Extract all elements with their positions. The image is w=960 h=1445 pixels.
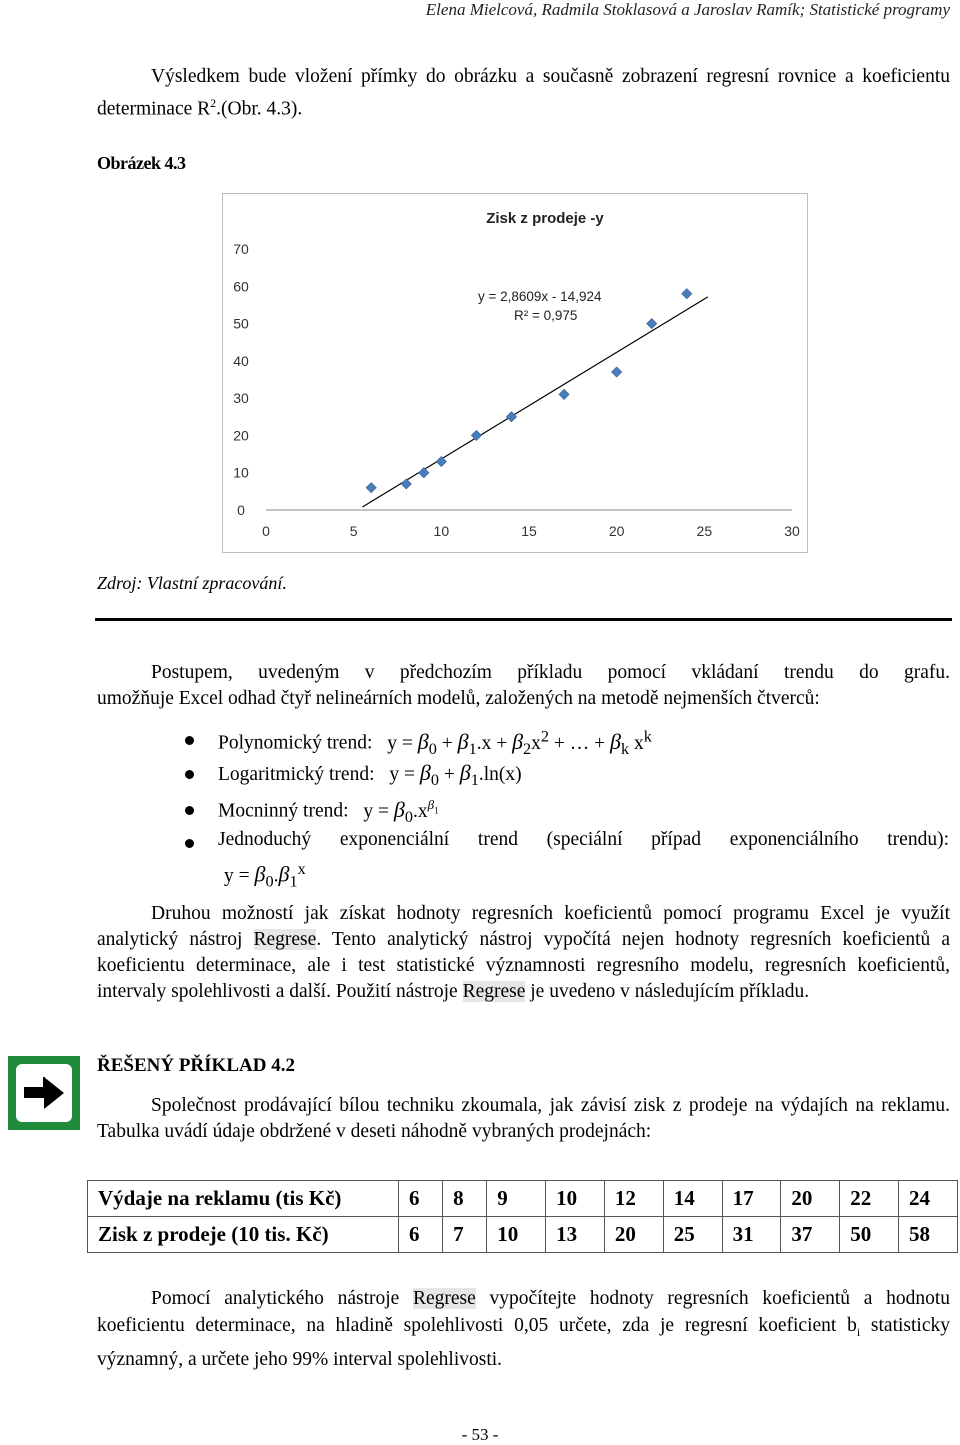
figure-source: Zdroj: Vlastní zpracování.	[97, 573, 287, 593]
power-trend-label: Mocninný trend:	[218, 800, 349, 822]
table-cell: 13	[546, 1217, 605, 1253]
x-tick-label: 20	[608, 523, 625, 539]
chart-title: Zisk z prodeje -y	[486, 210, 604, 227]
table-cell: 14	[663, 1181, 722, 1217]
row-label-profit: Zisk z prodeje (10 tis. Kč)	[88, 1217, 399, 1253]
polynomial-formula: $y = \beta_0 + \beta_1.x + \beta_2x^2$ + … + $\beta_k$ $x^k$	[387, 727, 652, 758]
y-tick-label: 50	[233, 315, 249, 332]
trend-intro-paragraph	[97, 660, 950, 712]
table-cell: 20	[781, 1181, 840, 1217]
regression-equation: y = 2,8609x - 14,924	[478, 289, 602, 304]
figure-caption: Obrázek 4.3	[97, 153, 186, 173]
right-arrow-icon	[16, 1064, 72, 1122]
regression-chart	[222, 193, 808, 553]
task-text-1: Pomocí analytického nástroje	[151, 1288, 413, 1309]
x-tick-label: 0	[262, 523, 270, 539]
intro-sup: 2	[210, 96, 217, 110]
example-arrow-icon	[8, 1056, 80, 1130]
table-cell: 9	[487, 1181, 546, 1217]
y-tick-label: 70	[233, 241, 249, 257]
trend-intro-line-2: umožňuje Excel odhad čtyř nelineárních modelů, založených na metodě nejmenších čtverců:	[97, 688, 820, 709]
table-cell: 58	[899, 1217, 958, 1253]
x-tick-label: 10	[433, 523, 450, 539]
table-cell: 22	[840, 1181, 899, 1217]
polynomial-trend-label: Polynomický trend:	[218, 732, 373, 754]
bullet-dot	[185, 839, 194, 848]
regrese-highlight-2: Regrese	[462, 981, 526, 1002]
task-regrese-highlight: Regrese	[413, 1288, 476, 1309]
table-cell: 20	[604, 1217, 663, 1253]
page-number: - 53 -	[461, 1425, 499, 1444]
regrese-highlight-1: Regrese	[253, 929, 317, 950]
power-formula: $y = \beta_0.x^{\beta_1}$	[363, 796, 439, 826]
intro-paragraph	[97, 64, 950, 123]
logarithmic-trend-item	[218, 760, 522, 790]
y-tick-label: 30	[233, 390, 249, 407]
y-tick-label: 0	[237, 502, 245, 518]
page-header: Elena Mielcová, Radmila Stoklasová a Jaroslav Ramík; Statistické programy	[425, 0, 950, 19]
regrese-paragraph	[97, 901, 950, 1005]
bullet-dot	[185, 770, 194, 779]
x-tick-label: 5	[349, 523, 358, 539]
table-cell: 25	[663, 1217, 722, 1253]
logarithmic-trend-label: Logaritmický trend:	[218, 764, 375, 785]
y-tick-label: 40	[233, 352, 249, 369]
example-text: Společnost prodávající bílou techniku zkoumala, jak závisí zisk z prodeje na výdajích na reklamu. Tabulka uvádí údaje obdržené v deseti náhodně vybraných prodejnách:	[97, 1095, 950, 1142]
trend-intro-line-1: Postupem, uvedeným v předchozím příkladu pomocí vkládaní trendu do grafu.	[151, 662, 950, 683]
table-cell: 6	[399, 1181, 443, 1217]
table-cell: 17	[722, 1181, 781, 1217]
table-cell: 10	[546, 1181, 605, 1217]
y-tick-label: 60	[233, 278, 249, 295]
r-squared-label: R² = 0,975	[514, 308, 578, 323]
task-text-3: statisticky významný, a určete jeho 99% interval spolehlivosti.	[97, 1315, 950, 1370]
example-title: ŘEŠENÝ PŘÍKLAD 4.2	[97, 1055, 295, 1076]
data-table	[87, 1180, 958, 1253]
logarithmic-formula: $y = \beta_0 + \beta_1.\ln(x)$	[389, 760, 522, 789]
power-trend-item	[218, 795, 439, 826]
table-cell: 6	[399, 1217, 443, 1253]
task-text-2: vypočítejte hodnoty regresních koeficientů a hodnotu koeficientu determinace, na hladině spolehlivosti 0,05 určete, zda je regresní koeficient b	[97, 1288, 950, 1336]
exponential-formula: $y = \beta_0.\beta_1^x$	[224, 860, 306, 891]
chart-frame	[223, 194, 808, 553]
table-cell: 10	[487, 1217, 546, 1253]
table-cell: 8	[443, 1181, 487, 1217]
x-tick-label: 15	[521, 523, 537, 539]
table-cell: 12	[604, 1181, 663, 1217]
y-tick-label: 10	[233, 464, 249, 481]
table-cell: 37	[781, 1217, 840, 1253]
row-label-advertising: Výdaje na reklamu (tis Kč)	[88, 1181, 399, 1217]
bullet-dot	[185, 736, 194, 745]
section-divider	[95, 618, 952, 621]
table-cell: 50	[840, 1217, 899, 1253]
regrese-text-1: Druhou možností jak získat hodnoty regresních koeficientů pomocí programu Excel je využít analytický nástroj	[97, 903, 950, 950]
y-tick-label: 20	[233, 427, 249, 444]
table-cell: 31	[722, 1217, 781, 1253]
task-paragraph	[97, 1285, 950, 1373]
intro-text-2: .(Obr. 4.3).	[216, 98, 303, 120]
regrese-text-3: je uvedeno v následujícím příkladu.	[525, 981, 810, 1002]
table-cell: 24	[899, 1181, 958, 1217]
polynomial-trend-item	[218, 727, 652, 758]
intro-text-1: Výsledkem bude vložení přímky do obrázku a současně zobrazení regresní rovnice a koeficientu determinace R	[97, 66, 950, 120]
regrese-text-2: . Tento analytický nástroj vypočítá nejen hodnoty regresních koeficientů a koeficientu determinace, ale i test statistické významnosti regresního modelu, regresních koeficientů, intervaly spolehlivosti a další. Použití nástroje	[97, 929, 950, 1002]
x-tick-label: 30	[784, 523, 800, 539]
exponential-trend-label: Jednoduchý exponenciální trend (speciální případ exponenciálního trendu):	[218, 829, 949, 850]
bullet-dot	[185, 806, 194, 815]
x-tick-label: 25	[696, 523, 713, 539]
task-sub: i	[856, 1324, 861, 1339]
table-cell: 7	[443, 1217, 487, 1253]
table-row	[88, 1217, 958, 1253]
table-row	[88, 1181, 958, 1217]
